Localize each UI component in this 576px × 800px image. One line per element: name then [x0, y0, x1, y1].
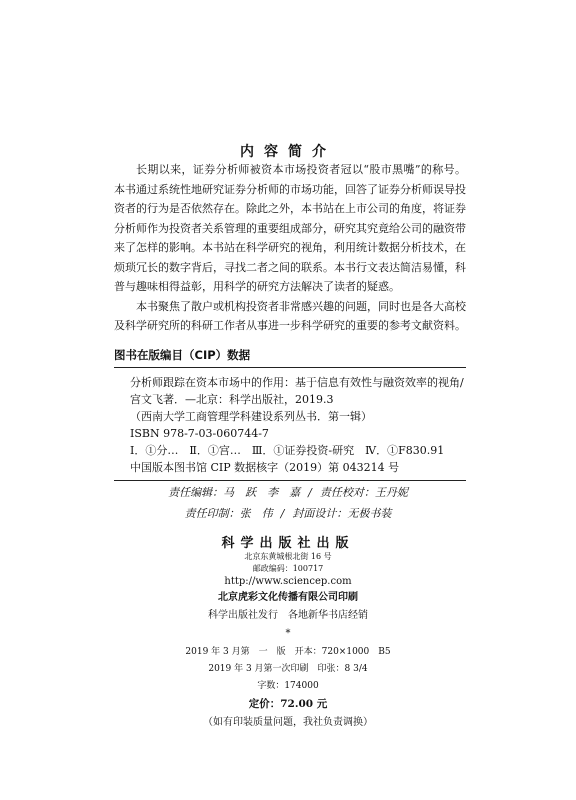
- quality-notice: （如有印装质量问题，我社负责调换）: [203, 717, 373, 728]
- cip-title-line: 分析师跟踪在资本市场中的作用：基于信息有效性与融资效率的视角/宫文飞著．—北京：科学出版社，2019.3: [130, 376, 464, 406]
- edition-line: 2019 年 3 月第 一 版 开本：720×1000 B5: [185, 647, 391, 657]
- distribution-line: 科学出版社发行 各地新华书店经销: [208, 610, 368, 621]
- publisher-postcode: 邮政编码：100717: [252, 564, 324, 573]
- publisher-address: 北京东黄城根北街 16 号: [244, 552, 332, 561]
- publisher-name: 科学出版社出版: [221, 536, 355, 551]
- wordcount-line: 字数：174000: [257, 681, 319, 691]
- print-supervisor: 责任印制：张 伟: [184, 507, 273, 520]
- cip-title: 图书在版编目（CIP）数据: [114, 347, 466, 368]
- intro-title: 内容简介: [240, 144, 336, 160]
- publisher-website: http://www.sciencep.com: [224, 576, 352, 587]
- price-line: 定价：72.00 元: [248, 698, 328, 710]
- editor-separator: /: [308, 486, 312, 499]
- separator-asterisk: *: [285, 628, 291, 639]
- intro-paragraph-1: 长期以来，证券分析师被资本市场投资者冠以“股市黑嘴”的称号。本书通过系统性地研究证券分析师的市场功能，回答了证券分析师误导投资者的行为是否依然存在。除此之外，本书站在上市公司的角度，将证券分析师作为投资者关系管理的重要组成部分，研究其究竟给公司的融资带来了怎样的影响。本书站在科学研究的视角，利用统计数据分析技术，在烦琐冗长的数字背后，寻找二者之间的联系。本书行文表达简洁易懂，科普与趣味相得益彰，用科学的研究方法解决了读者的疑惑。: [114, 163, 466, 293]
- printing-line: 2019 年 3 月第一次印刷 印张：8 3/4: [208, 664, 368, 674]
- editors-line-2: [0, 505, 576, 521]
- intro-paragraph-2: 本书聚焦了散户或机构投资者非常感兴趣的问题，同时也是各大高校及科学研究所的科研工作者从事进一步科学研究的重要的参考文献资料。: [114, 299, 466, 332]
- cip-isbn-line: ISBN 978-7-03-060744-7: [130, 427, 269, 440]
- cip-series-line: （西南大学工商管理学科建设系列丛书．第一辑）: [130, 410, 372, 423]
- cip-bottom-rule: [114, 476, 466, 481]
- printer-name: 北京虎彩文化传播有限公司印刷: [218, 592, 358, 603]
- cip-block: [114, 347, 466, 481]
- intro-body: [114, 160, 466, 336]
- responsible-editor: 责任编辑：马 跃 李 嘉: [168, 486, 301, 499]
- cip-classification-line: Ⅰ．①分… Ⅱ．①宫… Ⅲ．①证券投资-研究 Ⅳ．①F830.91: [130, 444, 445, 457]
- editors-line-1: [0, 484, 576, 500]
- cover-designer: 封面设计：无极书装: [292, 507, 392, 520]
- editor-separator: /: [280, 507, 285, 520]
- proofreader: 责任校对：王丹妮: [319, 486, 408, 499]
- cip-record-line: 中国版本图书馆 CIP 数据核字（2019）第 043214 号: [130, 461, 400, 474]
